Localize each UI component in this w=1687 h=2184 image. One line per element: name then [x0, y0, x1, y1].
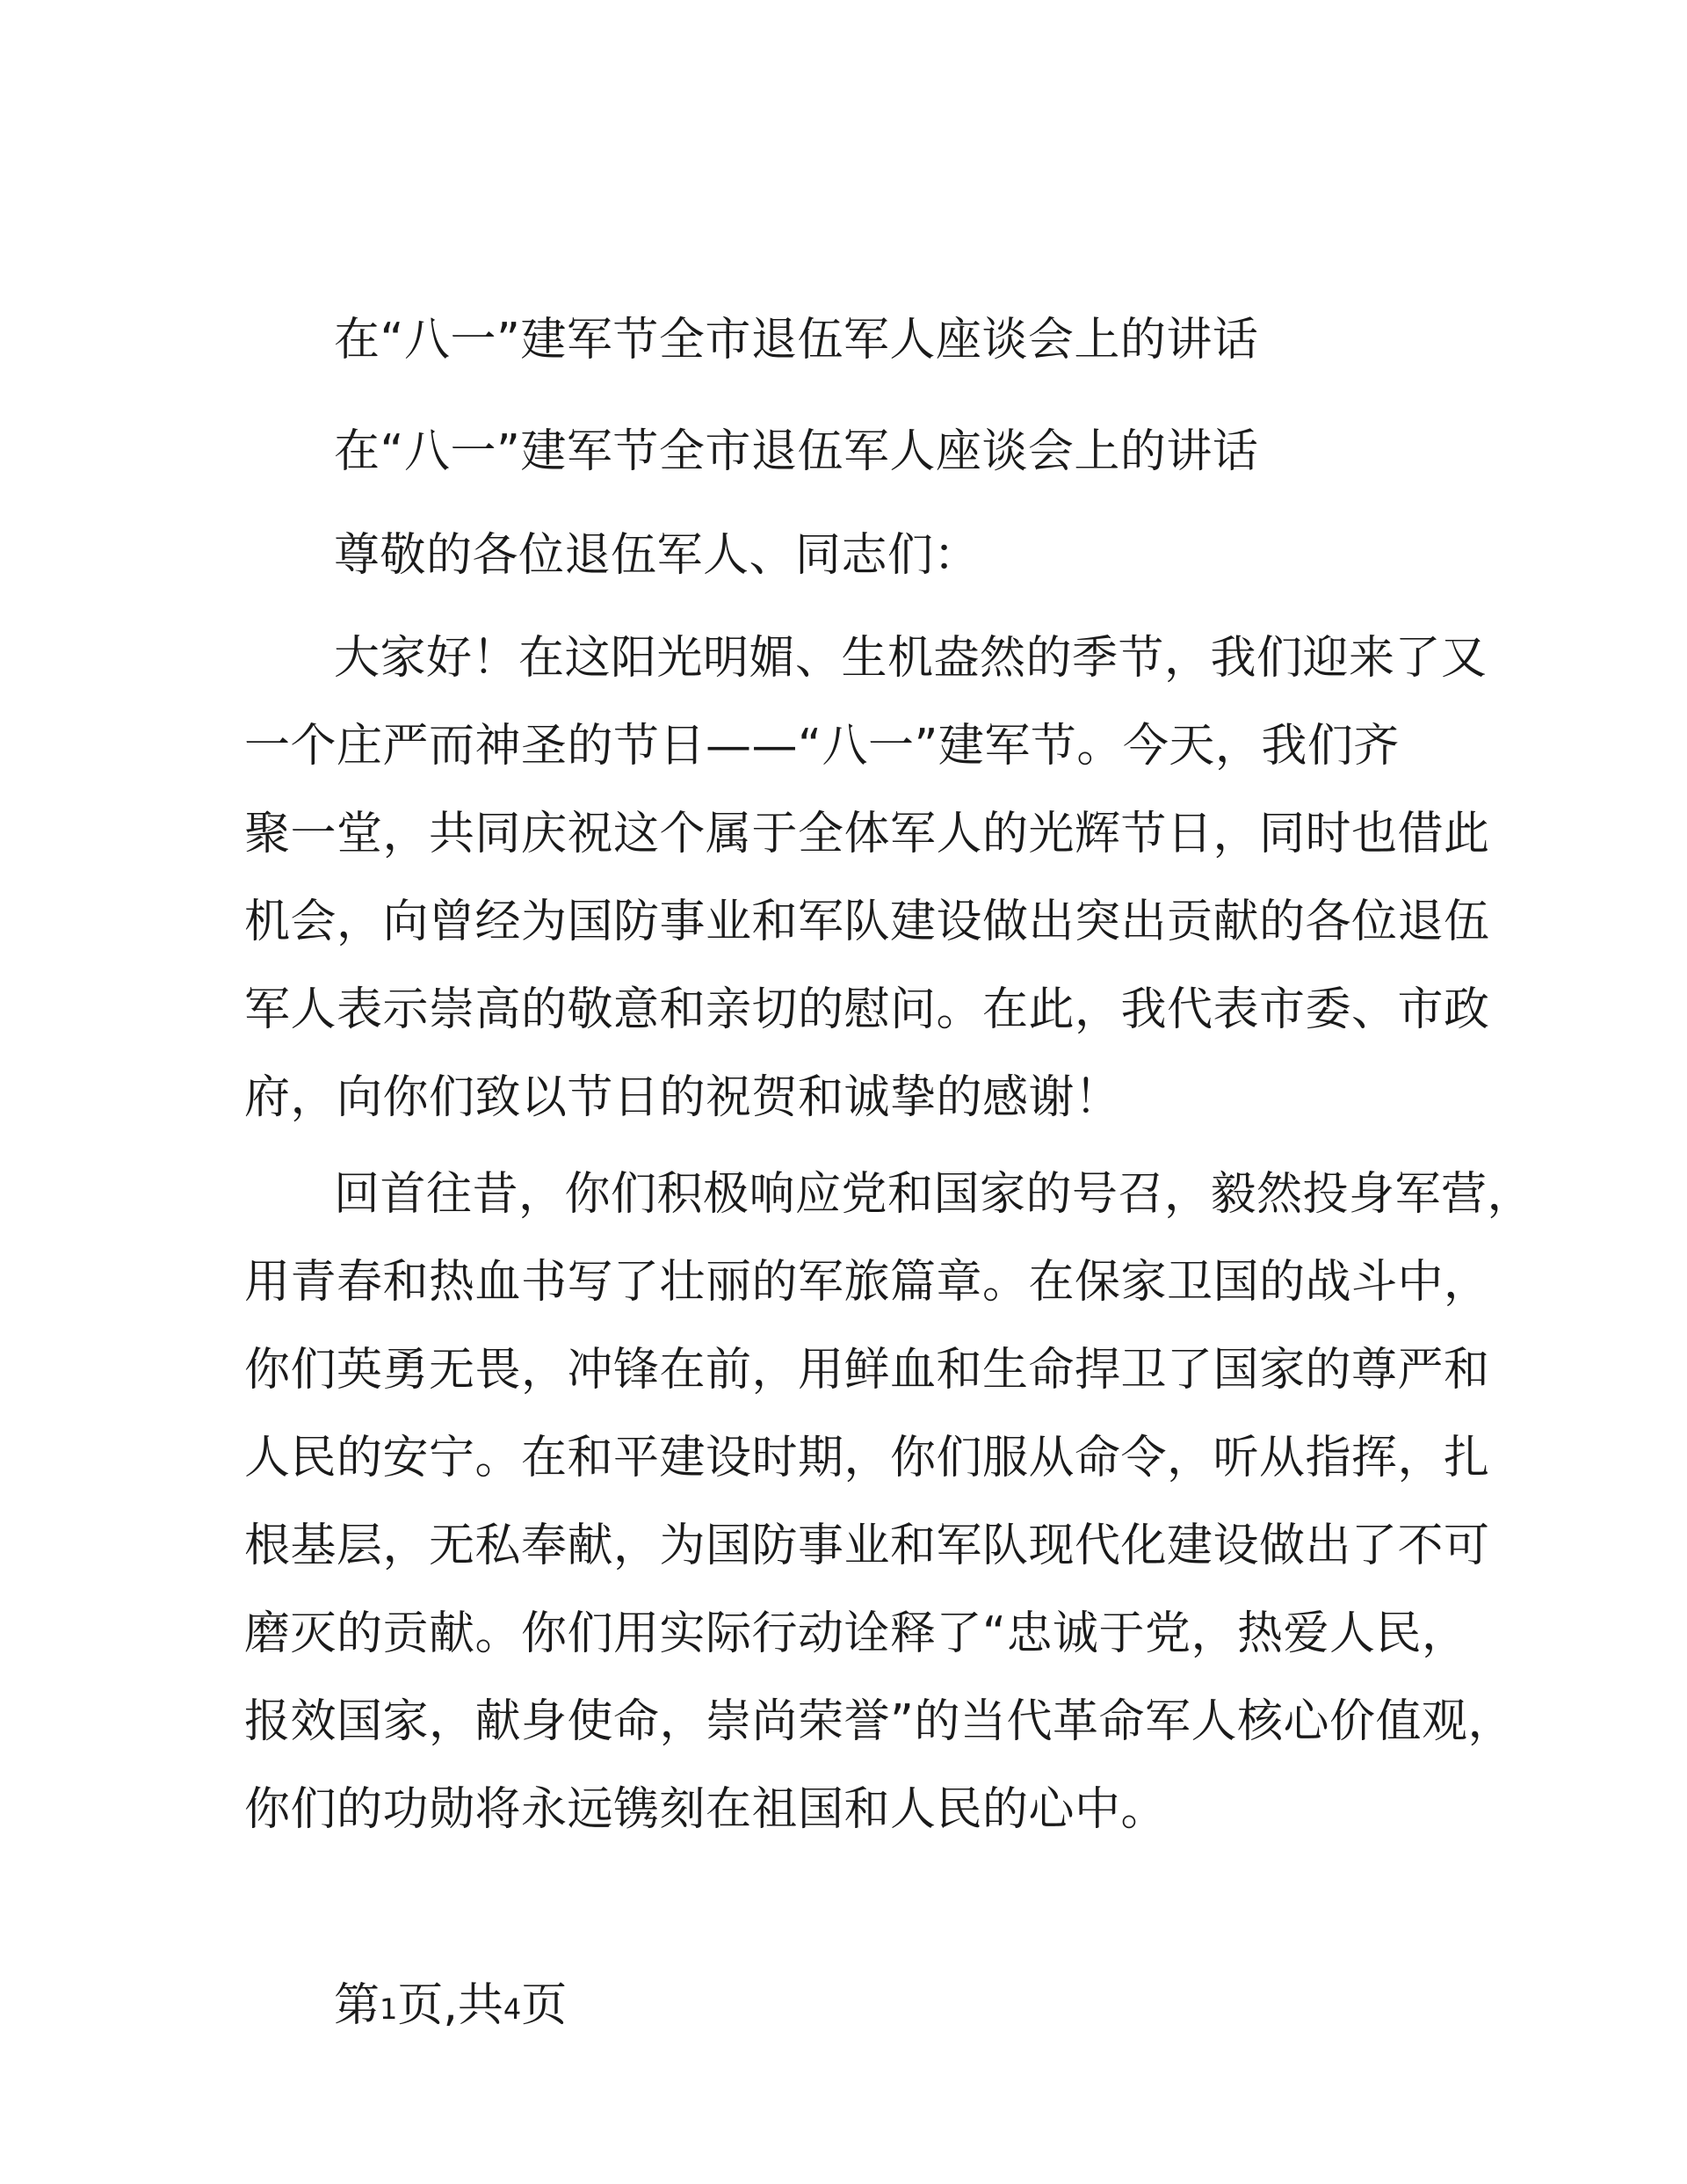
paragraph-line: 聚一堂，共同庆祝这个属于全体军人的光辉节日，同时也借此 — [244, 808, 1490, 860]
paragraph-line: 根基层，无私奉献，为国防事业和军队现代化建设做出了不可 — [244, 1520, 1490, 1572]
current-page-number: 1 — [380, 1992, 398, 2026]
salutation: 尊敬的各位退伍军人、同志们： — [334, 529, 981, 582]
footer-suffix: 页 — [521, 1979, 568, 2032]
paragraph-line: 府，向你们致以节日的祝贺和诚挚的感谢！ — [244, 1071, 1121, 1124]
paragraph-line: 磨灭的贡献。你们用实际行动诠释了“忠诚于党，热爱人民， — [244, 1607, 1468, 1660]
total-page-number: 4 — [503, 1992, 522, 2026]
footer-middle: 页,共 — [397, 1979, 503, 2032]
paragraph-line: 用青春和热血书写了壮丽的军旅篇章。在保家卫国的战斗中， — [244, 1256, 1490, 1309]
paragraph-line: 军人表示崇高的敬意和亲切的慰问。在此，我代表市委、市政 — [244, 983, 1490, 1036]
page-number-footer — [334, 1977, 567, 2037]
paragraph-line: 回首往昔，你们积极响应党和国家的号召，毅然投身军营， — [334, 1168, 1534, 1221]
paragraph-line: 报效国家，献身使命，崇尚荣誉”的当代革命军人核心价值观， — [244, 1695, 1514, 1748]
footer-prefix: 第 — [334, 1979, 380, 2032]
paragraph-line: 人民的安宁。在和平建设时期，你们服从命令，听从指挥，扎 — [244, 1432, 1490, 1484]
paragraph-line: 机会，向曾经为国防事业和军队建设做出突出贡献的各位退伍 — [244, 896, 1490, 948]
paragraph-line: 你们的功勋将永远镌刻在祖国和人民的心中。 — [244, 1783, 1168, 1836]
paragraph-line: 一个庄严而神圣的节日——“八一”建军节。今天，我们齐 — [244, 720, 1400, 773]
document-title: 在“八一”建军节全市退伍军人座谈会上的讲话 — [334, 314, 1259, 366]
paragraph-line: 你们英勇无畏，冲锋在前，用鲜血和生命捍卫了国家的尊严和 — [244, 1344, 1490, 1397]
document-title-repeat: 在“八一”建军节全市退伍军人座谈会上的讲话 — [334, 425, 1259, 478]
paragraph-line: 大家好！在这阳光明媚、生机盎然的季节，我们迎来了又 — [334, 632, 1488, 685]
